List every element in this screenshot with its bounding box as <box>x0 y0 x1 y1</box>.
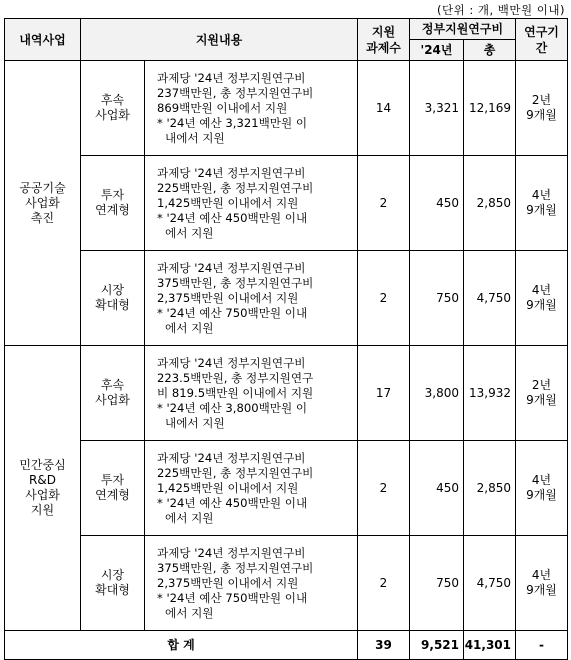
budget-note-line: 에서 지원 <box>165 320 214 335</box>
support-type-cell <box>81 61 145 156</box>
research-period-line: 2년 <box>531 378 552 392</box>
table-row <box>5 441 568 536</box>
support-type-cell <box>81 536 145 631</box>
table-row <box>5 61 568 156</box>
support-type-line: 확대형 <box>95 298 130 312</box>
fund-2024-cell: 3,800 <box>410 346 464 441</box>
support-content-line: 비 819.5백만원 이내에서 지원 <box>157 385 314 400</box>
support-content-line: 225백만원, 총 정부지원연구비 <box>157 465 314 480</box>
unit-note: (단위 : 개, 백만원 이내) <box>437 3 565 17</box>
header-count <box>358 19 410 61</box>
support-type-line: 후속 <box>100 93 125 107</box>
header-period <box>516 19 568 61</box>
budget-note-line: * '24년 예산 3,321백만원 이 <box>157 115 308 130</box>
support-content-line: 과제당 '24년 정부지원연구비 <box>157 355 306 370</box>
budget-note-line: * '24년 예산 450백만원 이내 <box>157 210 308 225</box>
support-content-line: 1,425백만원 이내에서 지원 <box>157 480 299 495</box>
fund-2024-cell: 750 <box>410 251 464 346</box>
fund-total-cell: 13,932 <box>464 346 516 441</box>
research-period-cell <box>516 251 568 346</box>
header-count-line2: 과제수 <box>366 40 401 55</box>
total-fund-total: 41,301 <box>464 631 516 660</box>
support-content-cell <box>145 156 358 251</box>
task-count-cell: 14 <box>358 61 410 156</box>
support-content-line: 2,375백만원 이내에서 지원 <box>157 575 299 590</box>
total-period: - <box>516 631 568 660</box>
task-count-cell: 17 <box>358 346 410 441</box>
support-type-line: 연계형 <box>95 488 130 502</box>
business-name-line: 사업화 <box>25 488 60 502</box>
task-count-cell: 2 <box>358 536 410 631</box>
support-type-line: 투자 <box>100 473 125 487</box>
support-type-line: 연계형 <box>95 203 130 217</box>
fund-total-cell: 2,850 <box>464 441 516 536</box>
support-type-line: 확대형 <box>95 583 130 597</box>
business-name-line: 지원 <box>30 503 55 517</box>
business-name-cell <box>5 346 81 631</box>
support-content-cell <box>145 441 358 536</box>
support-content-line: 237백만원, 총 정부지원연구비 <box>157 85 314 100</box>
support-content-cell <box>145 346 358 441</box>
header-count-line1: 지원 <box>371 24 396 39</box>
table-row <box>5 251 568 346</box>
research-period-line: 4년 <box>531 568 552 582</box>
support-content-line: 375백만원, 총 정부지원연구비 <box>157 275 314 290</box>
support-type-line: 후속 <box>100 378 125 392</box>
research-period-cell <box>516 61 568 156</box>
business-name-line: 민간중심 <box>19 458 66 472</box>
research-period-line: 4년 <box>531 283 552 297</box>
support-content-line: 869백만원 이내에서 지원 <box>157 100 288 115</box>
research-period-line: 9개월 <box>526 203 557 217</box>
support-content-line: 2,375백만원 이내에서 지원 <box>157 290 299 305</box>
support-type-line: 사업화 <box>95 393 130 407</box>
header-fund-2024: '24년 <box>410 40 464 61</box>
fund-total-cell: 2,850 <box>464 156 516 251</box>
budget-note-line: * '24년 예산 450백만원 이내 <box>157 495 308 510</box>
research-period-line: 4년 <box>531 188 552 202</box>
business-name-line: 촉진 <box>30 210 55 225</box>
total-label: 합 계 <box>5 631 358 660</box>
support-type-cell <box>81 156 145 251</box>
support-type-cell <box>81 441 145 536</box>
header-fund-total: 총 <box>464 40 516 61</box>
support-content-line: 과제당 '24년 정부지원연구비 <box>157 70 306 85</box>
fund-2024-cell: 450 <box>410 156 464 251</box>
total-fund-2024: 9,521 <box>410 631 464 660</box>
support-type-line: 시장 <box>100 568 125 582</box>
business-name-cell <box>5 61 81 346</box>
table-body <box>5 61 568 660</box>
header-fund: 정부지원연구비 <box>410 19 516 40</box>
total-count: 39 <box>358 631 410 660</box>
support-content-line: 1,425백만원 이내에서 지원 <box>157 195 299 210</box>
research-period-cell <box>516 156 568 251</box>
support-content-cell <box>145 536 358 631</box>
research-period-line: 4년 <box>531 473 552 487</box>
research-period-line: 9개월 <box>526 393 557 407</box>
task-count-cell: 2 <box>358 441 410 536</box>
table-row <box>5 156 568 251</box>
support-content-line: 과제당 '24년 정부지원연구비 <box>157 545 306 560</box>
fund-2024-cell: 750 <box>410 536 464 631</box>
fund-2024-cell: 450 <box>410 441 464 536</box>
header-business: 내역사업 <box>5 19 81 61</box>
research-period-cell <box>516 441 568 536</box>
research-period-line: 9개월 <box>526 488 557 502</box>
support-content-cell <box>145 251 358 346</box>
budget-note-line: 에서 지원 <box>165 605 214 620</box>
fund-total-cell: 12,169 <box>464 61 516 156</box>
support-content-line: 375백만원, 총 정부지원연구비 <box>157 560 314 575</box>
support-type-cell <box>81 251 145 346</box>
header-period-line2: 간 <box>535 40 548 55</box>
support-content-line: 223.5백만원, 총 정부지원연구 <box>157 370 314 385</box>
fund-total-cell: 4,750 <box>464 251 516 346</box>
header-content: 지원내용 <box>81 19 358 61</box>
research-period-cell <box>516 346 568 441</box>
fund-total-cell: 4,750 <box>464 536 516 631</box>
support-type-line: 투자 <box>100 188 125 202</box>
research-period-line: 9개월 <box>526 298 557 312</box>
budget-note-line: 에서 지원 <box>165 510 214 525</box>
budget-note-line: * '24년 예산 3,800백만원 이 <box>157 400 308 415</box>
support-content-line: 과제당 '24년 정부지원연구비 <box>157 165 306 180</box>
research-period-line: 9개월 <box>526 583 557 597</box>
task-count-cell: 2 <box>358 156 410 251</box>
support-table <box>4 18 568 660</box>
support-content-line: 과제당 '24년 정부지원연구비 <box>157 260 306 275</box>
research-period-line: 2년 <box>531 93 552 107</box>
business-name-line: R&D <box>29 473 56 487</box>
support-type-cell <box>81 346 145 441</box>
table-row <box>5 536 568 631</box>
support-content-line: 과제당 '24년 정부지원연구비 <box>157 450 306 465</box>
budget-note-line: 내에서 지원 <box>165 130 225 145</box>
task-count-cell: 2 <box>358 251 410 346</box>
budget-note-line: * '24년 예산 750백만원 이내 <box>157 305 308 320</box>
budget-note-line: 에서 지원 <box>165 225 214 240</box>
total-row <box>5 631 568 660</box>
fund-2024-cell: 3,321 <box>410 61 464 156</box>
header-period-line1: 연구기 <box>524 24 559 39</box>
budget-note-line: 내에서 지원 <box>165 415 225 430</box>
support-content-line: 225백만원, 총 정부지원연구비 <box>157 180 314 195</box>
business-name-line: 사업화 <box>25 195 60 210</box>
support-type-line: 시장 <box>100 283 125 297</box>
research-period-line: 9개월 <box>526 108 557 122</box>
support-type-line: 사업화 <box>95 108 130 122</box>
budget-note-line: * '24년 예산 750백만원 이내 <box>157 590 308 605</box>
business-name-line: 공공기술 <box>19 180 66 195</box>
research-period-cell <box>516 536 568 631</box>
support-content-cell <box>145 61 358 156</box>
table-row <box>5 346 568 441</box>
